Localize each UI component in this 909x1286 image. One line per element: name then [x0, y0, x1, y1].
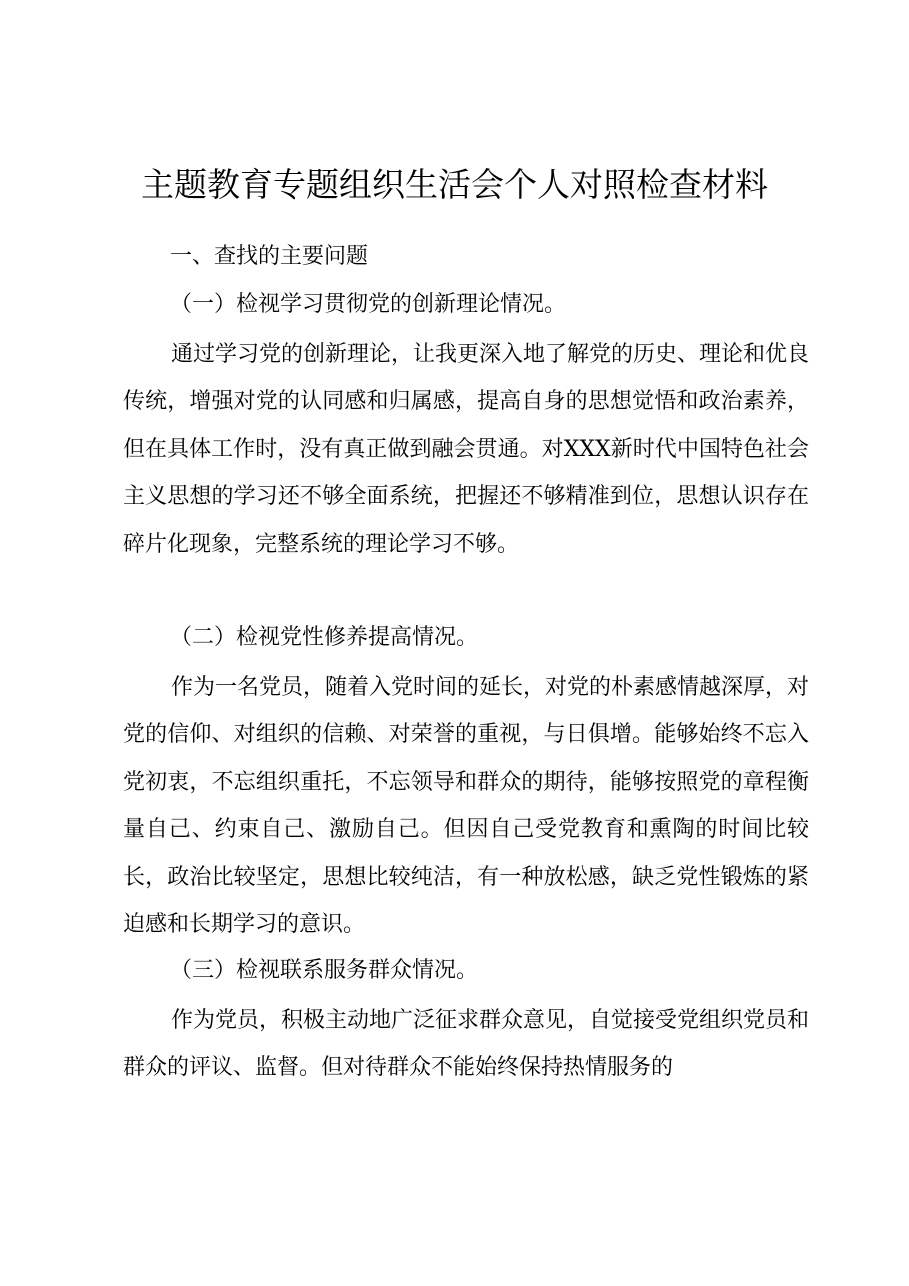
document-title: 主题教育专题组织生活会个人对照检查材料	[141, 165, 768, 204]
paragraph-theory-study: 通过学习党的创新理论，让我更深入地了解党的历史、理论和优良传统，增强对党的认同感和归属感，提高自身的思想觉悟和政治素养，但在具体工作时，没有真正做到融会贯通。对XXX新时代中国特色社会主义思想的学习还不够全面系统，把握还不够精准到位，思想认识存在碎片化现象，完整系统的理论学习不够。	[123, 342, 810, 557]
paragraph-party-spirit: 作为一名党员，随着入党时间的延长，对党的朴素感情越深厚，对党的信仰、对组织的信赖、对荣誉的重视，与日俱增。能够始终不忘入党初衷，不忘组织重托，不忘领导和群众的期待，能够按照党的章程衡量自己、约束自己、激励自己。但因自己受党教育和熏陶的时间比较长，政治比较坚定，思想比较纯洁，有一种放松感，缺乏党性锻炼的紧迫感和长期学习的意识。	[123, 675, 810, 938]
subsection-heading-serving-masses: （三）检视联系服务群众情况。	[170, 958, 479, 983]
section-heading-main-problems: 一、查找的主要问题	[170, 244, 369, 269]
subsection-heading-party-spirit: （二）检视党性修养提高情况。	[170, 625, 479, 650]
paragraph-serving-masses: 作为党员，积极主动地广泛征求群众意见，自觉接受党组织党员和群众的评议、监督。但对待群众不能始终保持热情服务的	[123, 1008, 810, 1081]
subsection-heading-theory-study: （一）检视学习贯彻党的创新理论情况。	[170, 292, 567, 317]
